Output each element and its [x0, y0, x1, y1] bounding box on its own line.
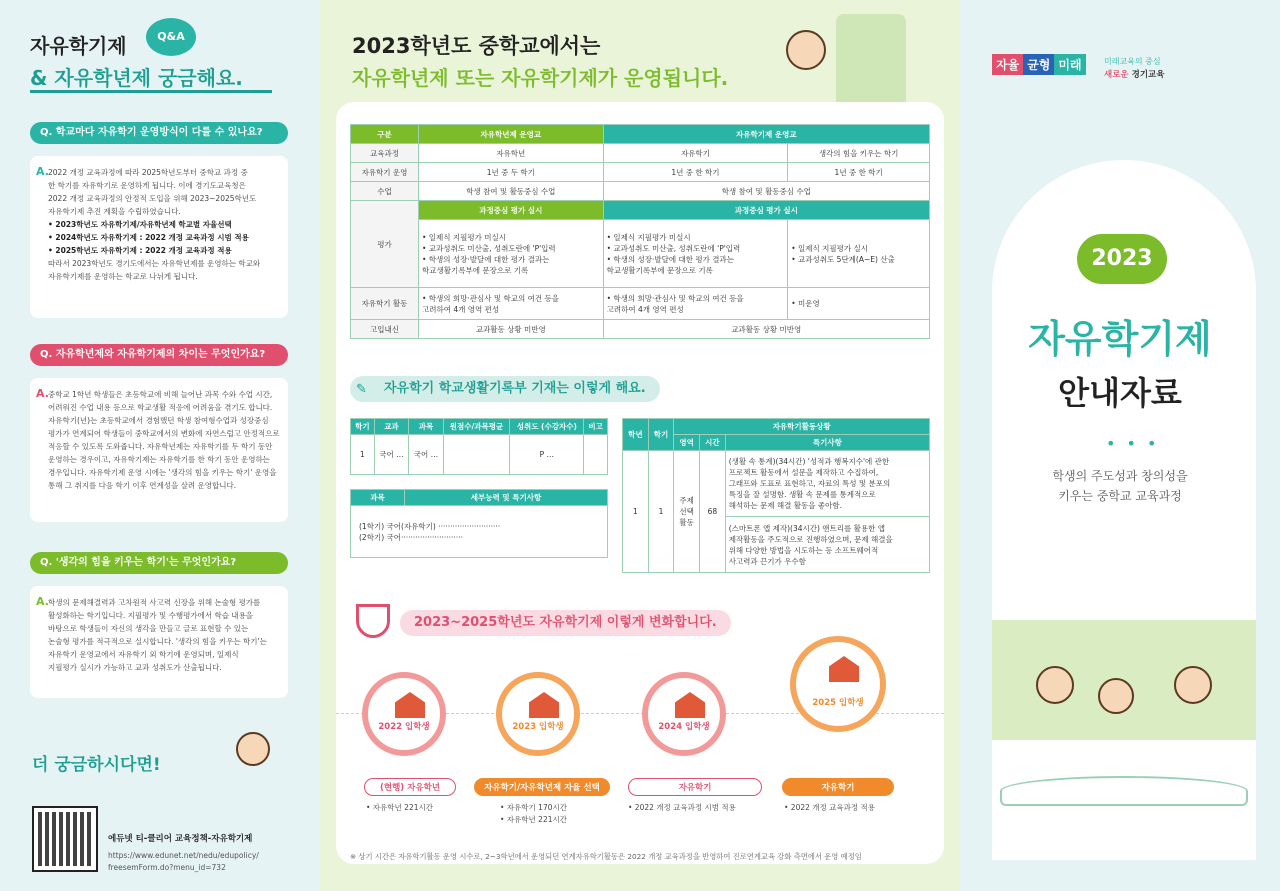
- qr-label: 에듀넷 티-클리어 교육정책-자유학기제: [108, 834, 253, 844]
- school-icon: [529, 692, 559, 718]
- school-icon: [395, 692, 425, 718]
- question-2: Q. 자유학년제와 자유학기제의 차이는 무엇인가요?: [30, 344, 288, 366]
- school-icon: [829, 656, 859, 682]
- tag-2022: (현행) 자유학년: [364, 778, 456, 796]
- left-subtitle: & 자유학년제 궁금해요.: [30, 66, 243, 90]
- answer-marker: A.: [36, 595, 49, 608]
- divider-dots: • • •: [1106, 434, 1160, 453]
- pencil-icon: ✎: [356, 382, 367, 397]
- answer-1-closing: 따라서 2023학년도 경기도에서는 자유학년제를 운영하는 학교와 자유학기제를 운영하는 학교로 나뉘게 됩니다.: [48, 259, 261, 281]
- section-change-heading: 2023~2025학년도 자유학기제 이렇게 변화합니다.: [400, 610, 731, 636]
- cover-subtitle: 안내자료: [1058, 374, 1182, 412]
- bullets-2023: • 자유학기 170시간 • 자유학년 221시간: [500, 803, 567, 824]
- answer-marker: A.: [36, 165, 49, 178]
- open-book-icon: [1000, 776, 1248, 806]
- answer-marker: A.: [36, 387, 49, 400]
- bullets-2022: • 자유학년 221시간: [366, 803, 433, 812]
- activity-record-table: 학년 학기 자유학기활동상황 영역 시간 특기사항 1 1 주제 선택 활동 68 (생활 속 통계)(34시간) '성적과 행복지수'에 관한 프로젝트 활동에서 설문을 제작하고 수집하여, 그래프와 도표로 표현하고, 자료의 특성 및 분포의 특징을 잘 설명함. 생활 속 문제를 통계적으로 해석하는 문제 해결 활동을 좋아함. (스마트폰 앱 제작)(34시간) 앤트리를 활용한 앱 제작활동을 주도적으로 진행하였으며, 문제 해결을 위해 다양한 방법을 시도하는 등 소프트웨어적 사고력과 끈기가 우수함: [622, 418, 930, 573]
- tag-2023: 자유학기/자유학년제 자율 선택: [474, 778, 610, 796]
- gyeonggi-logo: 자율 균형 미래: [992, 54, 1086, 75]
- answer-3: [30, 586, 288, 698]
- question-1: Q. 학교마다 자유학기 운영방식이 다를 수 있나요?: [30, 122, 288, 144]
- section-record-heading: 자유학기 학교생활기록부 기재는 이렇게 해요.: [350, 376, 660, 402]
- title-underline: [30, 90, 272, 93]
- slogan-line2: 새로운 경기교육: [1104, 70, 1165, 80]
- middle-heading: 2023학년도 중학교에서는: [352, 34, 601, 58]
- teacher-character-icon: [1036, 666, 1074, 704]
- school-icon: [675, 692, 705, 718]
- answer-1-bullets: • 2023학년도 자유학기제/자유학년제 학교별 자율선택 • 2024학년도 자유학기제 : 2022 개정 교육과정 시범 적용 • 2025학년도 자유학기제 : 2022 개정 교육과정 적용: [48, 220, 249, 255]
- footnote: ※ 상기 시간은 자유학기활동 운영 시수로, 2~3학년에서 운영되던 연계자유학기활동은 2022 개정 교육과정을 반영하여 진로연계교육 강화 측면에서 운영 예정임: [350, 852, 862, 861]
- year-badge: 2023: [1077, 234, 1167, 284]
- question-3: Q. '생각의 힘을 키우는 학기'는 무엇인가요?: [30, 552, 288, 574]
- answer-3-lines: 학생의 문제해결력과 고차원적 사고력 신장을 위해 논술형 평가를 활성화하는 학기입니다. 지필평가 및 수행평가에서 학습 내용을 바탕으로 학생들이 자신의 생각을 만들고 글로 표현할 수 있는 논술형 평가를 적극적으로 실시합니다. '생각의 힘을 키우는 학기'는 자유학기 운영교에서 자유학기 외 학기에 운영되며, 일제식 지필평가 실시가 가능하고 교과 성취도가 산출됩니다.: [48, 598, 267, 672]
- edunet-url[interactable]: https://www.edunet.net/nedu/edupolicy/ freesemForm.do?menu_id=732: [108, 851, 259, 872]
- trophy-icon: [356, 604, 390, 638]
- bullets-2024: • 2022 개정 교육과정 시범 적용: [628, 803, 736, 812]
- answer-2-lines: 중학교 1학년 학생들은 초등학교에 비해 늘어난 과목 수와 수업 시간, 어려워진 수업 내용 등으로 학교생활 적응에 어려움을 겪기도 합니다. 자유학기(년)는 초등학교에서 경험했던 학생 참여형수업과 성장중심 평가가 연계되어 학생들이 중학교에서의 변화에 자연스럽고 안정적으로 적응할 수 있도록 도와줍니다. 자유학년제는 자유학기를 두 학기 동안 운영하는 경우이고, 자유학기제는 자유학기를 한 학기 동안 운영하는 경우입니다. 자유학기제 운영 시에는 '생각의 힘을 키우는 학기' 운영을 통해 그 취지를 다음 학기 이후 연계성을 살려 운영합니다.: [48, 390, 280, 490]
- cover-title: 자유학기제: [1028, 317, 1212, 361]
- year-2025-circle: 2025 입학생: [790, 636, 886, 732]
- year-2024-circle: 2024 입학생: [642, 672, 726, 756]
- qa-badge: Q&A: [146, 18, 196, 56]
- cover-description: 학생의 주도성과 창의성을 키우는 중학교 교육과정: [1052, 469, 1188, 503]
- student-girl-icon: [1098, 678, 1134, 714]
- answer-1-lines: 2022 개정 교육과정에 따라 2025학년도부터 중학교 과정 중 한 학기를 자유학기로 운영하게 됩니다. 이에 경기도교육청은 2022 개정 교육과정의 안정적 도입을 위해 2023~2025학년도 자유학기제 추진 계획을 수립하였습니다.: [48, 168, 257, 216]
- bullets-2025: • 2022 개정 교육과정 적용: [784, 803, 876, 812]
- answer-2: [30, 378, 288, 522]
- year-2022-circle: 2022 입학생: [362, 672, 446, 756]
- comparison-table: 구분 자유학년제 운영교 자유학기제 운영교 교육과정 자유학년 자유학기 생각의 힘을 키우는 학기 자유학기 운영 1년 중 두 학기 1년 중 한 학기 1년 중 한 학기 수업 학생 참여 및 활동중심 수업 학생 참여 및 활동중심 수업 평가 과정중심 평가 실시 과정중심 평가 실시 • 일제식 지필평가 미실시 • 교과성취도 미산출, 성취도란에 'P'입력 • 학생의 성장·발달에 대한 평가 결과는 학교생활기록부에 문장으로 기록 • 일제식 지필평가 미실시 • 교과성취도 미산출, 성취도란에 'P'입력 • 학생의 성장·발달에 대한 평가 결과는 학교생활기록부에 문장으로 기록 • 일제식 지필평가 실시 • 교과성취도 5단계(A~E) 산출 자유학기 활동 • 학생의 희망·관심사 및 학교의 여건 등을 고려하여 4개 영역 편성 • 학생의 희망·관심사 및 학교의 여건 등을 고려하여 4개 영역 편성 • 미운영 고입내신 교과활동 상황 미반영 교과활동 상황 미반영: [350, 124, 930, 339]
- tag-2025: 자유학기: [782, 778, 894, 796]
- left-title: 자유학기제: [30, 34, 127, 58]
- student-reading-icon: [786, 30, 826, 70]
- teacher-character-icon: [236, 732, 270, 766]
- answer-1: [30, 156, 288, 318]
- grade-record-table: 학기 교과 과목 원점수/과목평균 성취도 (수강자수) 비고 1 국어 … 국어 … P … 과목 세부능력 및 특기사항 (1학기) 국어(자유학기) ·························· (2학기) 국어··························: [350, 418, 608, 558]
- qr-code[interactable]: [32, 806, 98, 872]
- year-2023-circle: 2023 입학생: [496, 672, 580, 756]
- slogan-line1: 미래교육의 중심: [1104, 57, 1161, 66]
- more-info-heading: 더 궁금하시다면!: [32, 755, 161, 775]
- middle-subheading: 자유학년제 또는 자유학기제가 운영됩니다.: [352, 66, 729, 90]
- tag-2024: 자유학기: [628, 778, 762, 796]
- student-boy-icon: [1174, 666, 1212, 704]
- school-building-icon: [836, 14, 906, 102]
